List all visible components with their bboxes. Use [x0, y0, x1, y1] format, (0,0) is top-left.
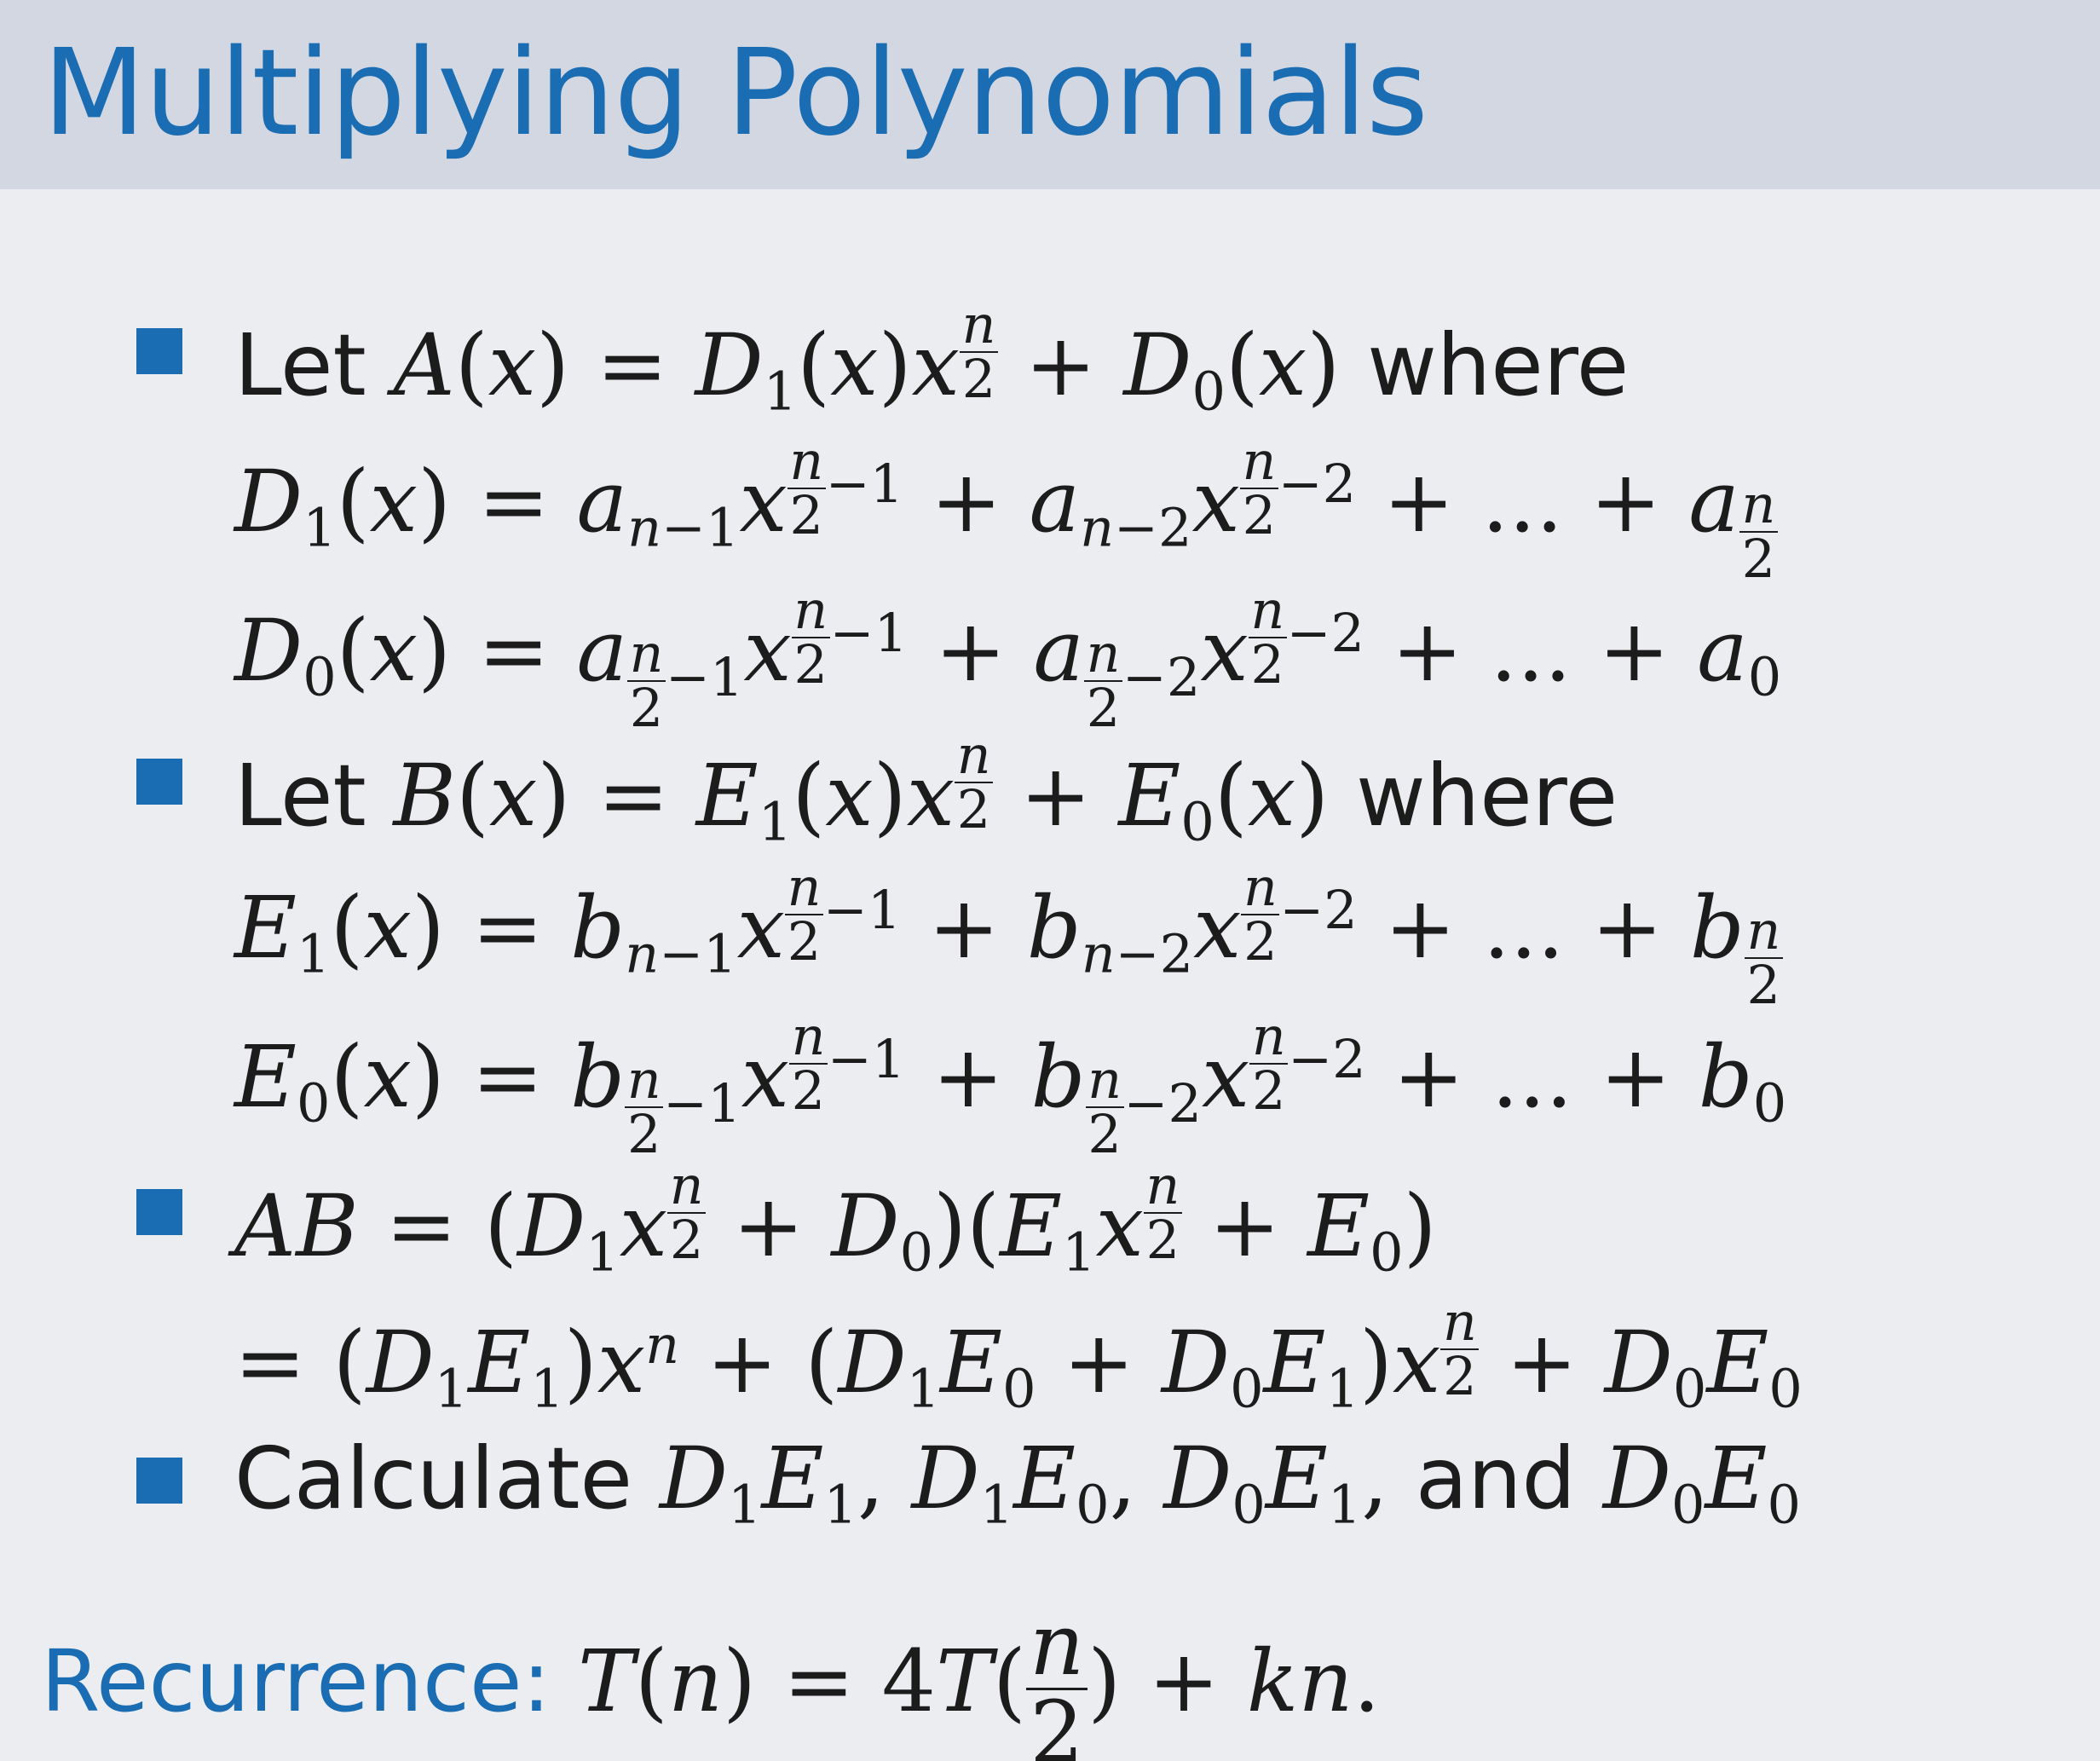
- let-text: Let: [234, 746, 366, 846]
- line-a-definition: Let $A(x) = D_1(x)x$ $^{\frac{n}{2}}$ + $D_0(x)$ where: [234, 293, 1630, 423]
- recurrence-label: Recurrence:: [41, 1631, 551, 1732]
- line-ab-product: AB = ($D_1x$ $^{\frac{n}{2}}$ + $D_0)(E_1x$ $^{\frac{n}{2}}$ + $E_0$): [234, 1154, 1437, 1284]
- line-d0-definition: $D_0(x) = a$ $_{\frac{n}{2} -1}$x $^{\frac{n}{2} -1}$ + a $_{\frac{n}{2} -2}$x $^{\frac{n}{2} -2}$ + ... + $a_0$: [234, 579, 1782, 740]
- bullet-marker: [136, 1189, 182, 1235]
- title-bar: [0, 0, 2100, 189]
- and-text: and: [1415, 1429, 1577, 1528]
- where-text: where: [1367, 315, 1630, 416]
- line-d1-definition: $D_1(x) = a_{n-1}x$ $^{\frac{n}{2} -1} + a_{n-2}x$ $^{\frac{n}{2} -2}$ + ... + a $_{\frac{n}{2}}$: [234, 435, 1778, 586]
- line-ab-expansion: = $(D_1E_1)x^n + (D_1E_0 + D_0E_1)x$ $^{\frac{n}{2}}$ + $D_0E_0$: [234, 1290, 1803, 1420]
- bullet-marker: [136, 759, 182, 805]
- bullet-marker: [136, 1458, 182, 1504]
- recurrence-line: [41, 1595, 1381, 1761]
- line-e0-definition: $E_0(x) = b$ $_{\frac{n}{2} -1}$x $^{\frac{n}{2} -1}$ + b $_{\frac{n}{2} -2}$x $^{\frac{n}{2} -2}$ + ... + $b_0$: [234, 1005, 1787, 1166]
- line-e1-definition: $E_1(x) = b_{n-1}x$ $^{\frac{n}{2} -1} + b_{n-2}x$ $^{\frac{n}{2} -2}$ + ... + b $_{\frac{n}{2}}$: [234, 861, 1783, 1012]
- recurrence-formula: T(n) = 4T( $\frac{n}{2}$ ) + kn.: [578, 1595, 1381, 1761]
- line-b-definition: Let $B(x) = E_1(x)x$ $^{\frac{n}{2}}$ + $E_0(x)$ where: [234, 724, 1618, 853]
- line-calculate: Calculate $D_1E_1$, $D_1E_0$, $D_0E_1$, and $D_0E_0$: [234, 1429, 1801, 1536]
- where-text: where: [1356, 746, 1618, 846]
- slide-title: Multiplying Polynomials: [43, 24, 1428, 163]
- calculate-text: Calculate: [234, 1429, 633, 1528]
- let-text: Let: [234, 315, 366, 416]
- bullet-marker: [136, 328, 182, 374]
